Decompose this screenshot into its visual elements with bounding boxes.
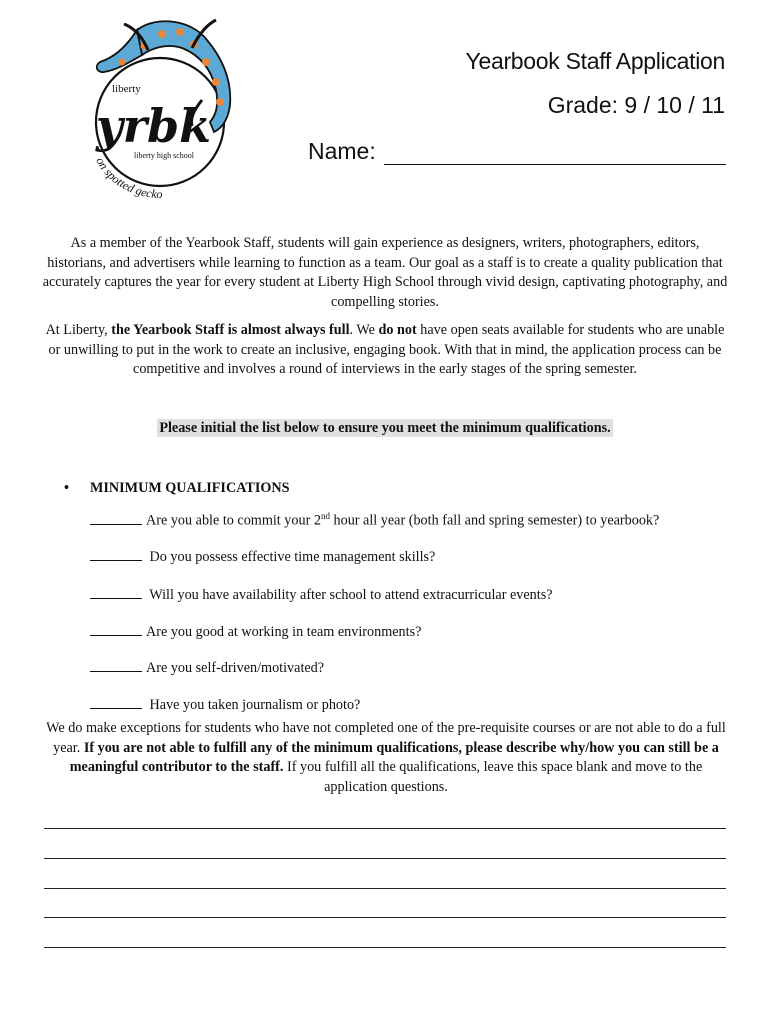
qual-item-4 xyxy=(90,623,421,641)
response-line-2[interactable] xyxy=(44,858,726,859)
min-qual-heading xyxy=(64,480,290,497)
initial-blank-1[interactable] xyxy=(90,512,142,525)
policy-text-2: . We xyxy=(349,322,379,338)
name-row xyxy=(308,138,726,165)
logo-school-text: liberty high school xyxy=(134,151,194,160)
logo-yrbk-text: yrbk xyxy=(96,99,211,153)
initial-blank-5[interactable] xyxy=(90,659,142,672)
name-field[interactable] xyxy=(384,144,726,165)
instructions-text: Please initial the list below to ensure you meet the minimum qualifications. xyxy=(159,420,611,436)
qual-item-5 xyxy=(90,659,324,677)
qual-text-3: Will you have availability after school to attend extracurricular events? xyxy=(149,587,553,603)
page-title: Yearbook Staff Application xyxy=(465,48,725,74)
qual-item-6 xyxy=(90,696,360,714)
yrbk-logo xyxy=(82,10,242,210)
initial-blank-2[interactable] xyxy=(90,548,142,561)
policy-paragraph xyxy=(40,321,730,380)
qual-text-5: Are you self-driven/motivated? xyxy=(146,660,325,676)
qual-item-2 xyxy=(90,548,435,566)
gecko-logo-icon xyxy=(82,10,242,210)
qual-text-1b: hour all year (both fall and spring semester) to yearbook? xyxy=(329,512,660,529)
bullet-icon: • xyxy=(64,480,69,496)
logo-curve-text: on spotted gecko xyxy=(93,154,163,202)
initial-blank-3[interactable] xyxy=(90,586,142,599)
grade-selector[interactable]: Grade: 9 / 10 / 11 xyxy=(547,92,725,118)
initial-blank-4[interactable] xyxy=(90,623,142,636)
response-line-5[interactable] xyxy=(44,947,726,948)
qual-text-1a: Are you able to commit your 2 xyxy=(146,512,321,529)
instructions xyxy=(0,420,770,437)
qual-item-3 xyxy=(90,586,553,604)
policy-text-1: At Liberty, xyxy=(45,322,112,338)
logo-school-top: liberty xyxy=(112,83,141,95)
name-label: Name: xyxy=(308,138,376,164)
qual-sup-1: nd xyxy=(320,511,330,521)
initial-blank-6[interactable] xyxy=(90,696,142,709)
policy-bold-2: do not xyxy=(378,322,417,338)
min-qual-heading-text: MINIMUM QUALIFICATIONS xyxy=(90,480,290,496)
response-line-3[interactable] xyxy=(44,888,726,889)
intro-paragraph: As a member of the Yearbook Staff, students will gain experience as designers, writers, photographers, editors, historians, and advertisers while learning to function as a team. Our goal as a staff is to create a quality publication that accurately captures the year for every student at Liberty High School through vivid design, captivating photography, and compelling stories. xyxy=(42,235,728,310)
qual-text-4: Are you good at working in team environments? xyxy=(146,624,422,640)
exceptions-text-1: We do make exceptions for students who have not completed one of the pre-requisite courses or are not able to do a full year. xyxy=(46,720,726,756)
exceptions-bold: If you are not able to fulfill any of the minimum qualifications, please describe why/how you can still be a meaningful contributor to the staff. xyxy=(69,739,719,776)
qual-text-2: Do you possess effective time management skills? xyxy=(149,549,436,565)
policy-text-3: have open seats available for students who are unable or unwilling to put in the work to create an inclusive, engaging book. With that in mind, the application process can be competitive and involves a round of interviews in the early stages of the spring semester. xyxy=(48,322,725,378)
exceptions-paragraph xyxy=(42,719,730,797)
policy-bold-1: the Yearbook Staff is almost always full xyxy=(111,322,350,338)
response-line-1[interactable] xyxy=(44,828,726,829)
exceptions-text-2: If you fulfill all the qualifications, leave this space blank and move to the application questions. xyxy=(283,759,703,795)
qual-text-6: Have you taken journalism or photo? xyxy=(149,697,361,713)
response-line-4[interactable] xyxy=(44,917,726,918)
qual-item-1 xyxy=(90,511,659,530)
